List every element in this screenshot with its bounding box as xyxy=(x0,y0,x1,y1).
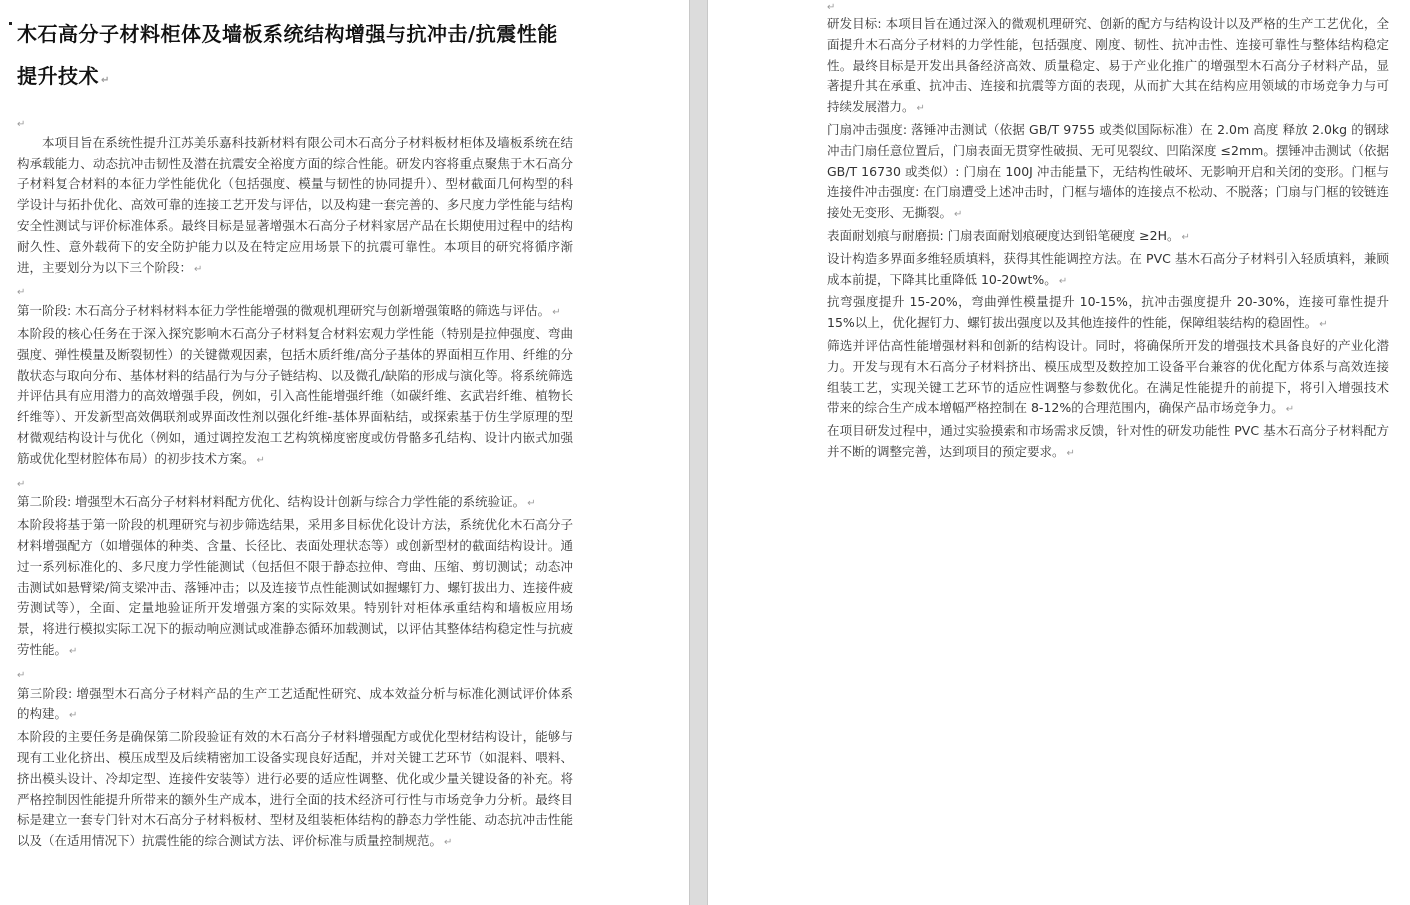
strength-paragraph: 抗弯强度提升 15-20%，弯曲弹性模量提升 10-15%，抗冲击强度提升 20-30%，连接可靠性提升 15%以上，优化握钉力、螺钉拔出强度以及其他连接件的性能，保障组装结构的稳固性。 ↵ xyxy=(827,292,1389,336)
stage2-heading: 第二阶段: 增强型木石高分子材料材料配方优化、结构设计创新与综合力学性能的系统验证。 ↵ xyxy=(17,492,573,515)
document-page-right xyxy=(708,0,1410,905)
empty-paragraph xyxy=(827,0,1389,14)
design-paragraph: 设计构造多界面多维轻质填料，获得其性能调控方法。在 PVC 基木石高分子材料引入轻质填料，兼顾成本前提，下降其比重降低 10-20wt%。 ↵ xyxy=(827,249,1389,293)
impact-paragraph: 门扇冲击强度: 落锤冲击测试（依据 GB/T 9755 或类似国际标准）在 2.0m 高度 释放 2.0kg 的钢球 冲击门扇任意位置后，门扇表面无贯穿性破损、无可见裂纹、凹陷深度 ≤2mm。摆锤冲击测试（依据 GB/T 16730 或类似）: 门扇在 100J 冲击能量下，无结构性破坏、无影响开启和关闭的变形。门框与连接件冲击强度: 在门扇遭受上述冲击时，门框与墙体的连接点不松动、不脱落；门扇与门框的铰链连接处无变形、无撕裂。 ↵ xyxy=(827,120,1389,226)
page-right-content xyxy=(827,0,1389,465)
empty-paragraph xyxy=(17,112,573,133)
document-title: 木石高分子材料柜体及墙板系统结构增强与抗冲击/抗震性能提升技术 ↵ xyxy=(17,13,573,102)
stage1-body: 本阶段的核心任务在于深入探究影响木石高分子材料复合材料宏观力学性能（特别是拉伸强度、弯曲强度、弹性模量及断裂韧性）的关键微观因素，包括木质纤维/高分子基体的界面相互作用、纤维的分散状态与取向分布、基体材料的结晶行为与分子链结构、以及微孔/缺陷的形成与演化等。将系统筛选并评估具有应用潜力的高效增强手段，例如，引入高性能增强纤维（如碳纤维、玄武岩纤维、植物长纤维等）、开发新型高效偶联剂或界面改性剂以强化纤维-基体界面粘结，或探索基于仿生学原理的型材微观结构设计与优化（例如，通过调控发泡工艺构筑梯度密度或仿骨骼多孔结构、设计内嵌式加强筋或优化型材腔体布局）的初步技术方案。 ↵ xyxy=(17,324,573,472)
stage1-heading: 第一阶段: 木石高分子材料材料本征力学性能增强的微观机理研究与创新增强策略的筛选与评估。 ↵ xyxy=(17,301,573,324)
empty-paragraph xyxy=(17,472,573,493)
empty-paragraph xyxy=(17,280,573,301)
process-paragraph: 在项目研发过程中，通过实验摸索和市场需求反馈，针对性的研发功能性 PVC 基木石高分子材料配方并不断的调整完善，达到项目的预定要求。 ↵ xyxy=(827,421,1389,465)
goal-paragraph: 研发目标: 本项目旨在通过深入的微观机理研究、创新的配方与结构设计以及严格的生产工艺优化，全面提升木石高分子材料的力学性能，包括强度、刚度、韧性、抗冲击性、连接可靠性与整体结构稳定性。最终目标是开发出具备经济高效、质量稳定、易于产业化推广的增强型木石高分子材料产品，显著提升其在承重、抗冲击、连接和抗震等方面的表现，从而扩大其在结构应用领域的市场竞争力与可持续发展潜力。 ↵ xyxy=(827,14,1389,120)
stage3-body: 本阶段的主要任务是确保第二阶段验证有效的木石高分子材料增强配方或优化型材结构设计，能够与现有工业化挤出、模压成型及后续精密加工设备实现良好适配，并对关键工艺环节（如混料、喂料、挤出模头设计、冷却定型、连接件安装等）进行必要的适应性调整、优化或少量关键设备的补充。将严格控制因性能提升所带来的额外生产成本，进行全面的技术经济可行性与市场竞争力分析。最终目标是建立一套专门针对木石高分子材料板材、型材及组装柜体结构的静态力学性能、动态抗冲击性能以及（在适用情况下）抗震性能的综合测试方法、评价标准与质量控制规范。 ↵ xyxy=(17,727,573,854)
page-gutter xyxy=(689,0,708,905)
screening-paragraph: 筛选并评估高性能增强材料和创新的结构设计。同时，将确保所开发的增强技术具备良好的产业化潜力。开发与现有木石高分子材料挤出、模压成型及数控加工设备平台兼容的优化配方体系与高效连接组装工艺，实现关键工艺环节的适应性调整与参数优化。在满足性能提升的前提下，将引入增强技术带来的综合生产成本增幅严格控制在 8-12%的合理范围内，确保产品市场竞争力。 ↵ xyxy=(827,336,1389,421)
empty-paragraph xyxy=(17,663,573,684)
document-page-left xyxy=(0,0,689,905)
scratch-paragraph: 表面耐划痕与耐磨损: 门扇表面耐划痕硬度达到铅笔硬度 ≥2H。 ↵ xyxy=(827,226,1389,249)
page-left-content xyxy=(17,0,573,854)
page-corner-mark xyxy=(9,22,12,25)
stage3-heading: 第三阶段: 增强型木石高分子材料产品的生产工艺适配性研究、成本效益分析与标准化测试评价体系的构建。 ↵ xyxy=(17,684,573,728)
intro-paragraph: 本项目旨在系统性提升江苏美乐嘉科技新材料有限公司木石高分子材料板材柜体及墙板系统在结构承载能力、动态抗冲击韧性及潜在抗震安全裕度方面的综合性能。研发内容将重点聚焦于木石高分子材料复合材料的本征力学性能优化（包括强度、模量与韧性的协同提升）、型材截面几何构型的科学设计与拓扑优化、高效可靠的连接工艺开发与评估，以及构建一套完善的、多尺度力学性能与结构安全性测试与评价标准体系。最终目标是显著增强木石高分子材料家居产品在长期使用过程中的结构耐久性、意外载荷下的安全防护能力以及在特定应用场景下的抗震可靠性。本项目的研究将循序渐进，主要划分为以下三个阶段： ↵ xyxy=(17,133,573,281)
stage2-body: 本阶段将基于第一阶段的机理研究与初步筛选结果，采用多目标优化设计方法，系统优化木石高分子材料增强配方（如增强体的种类、含量、长径比、表面处理状态等）或创新型材的截面结构设计。通过一系列标准化的、多尺度力学性能测试（包括但不限于静态拉伸、弯曲、压缩、剪切测试；动态冲击测试如悬臂梁/简支梁冲击、落锤冲击；以及连接节点性能测试如握螺钉力、螺钉拔出力、连接件疲劳测试等），全面、定量地验证所开发增强方案的实际效果。特别针对柜体承重结构和墙板应用场景，将进行模拟实际工况下的振动响应测试或准静态循环加载测试，以评估其整体结构稳定性与抗疲劳性能。 ↵ xyxy=(17,515,573,663)
